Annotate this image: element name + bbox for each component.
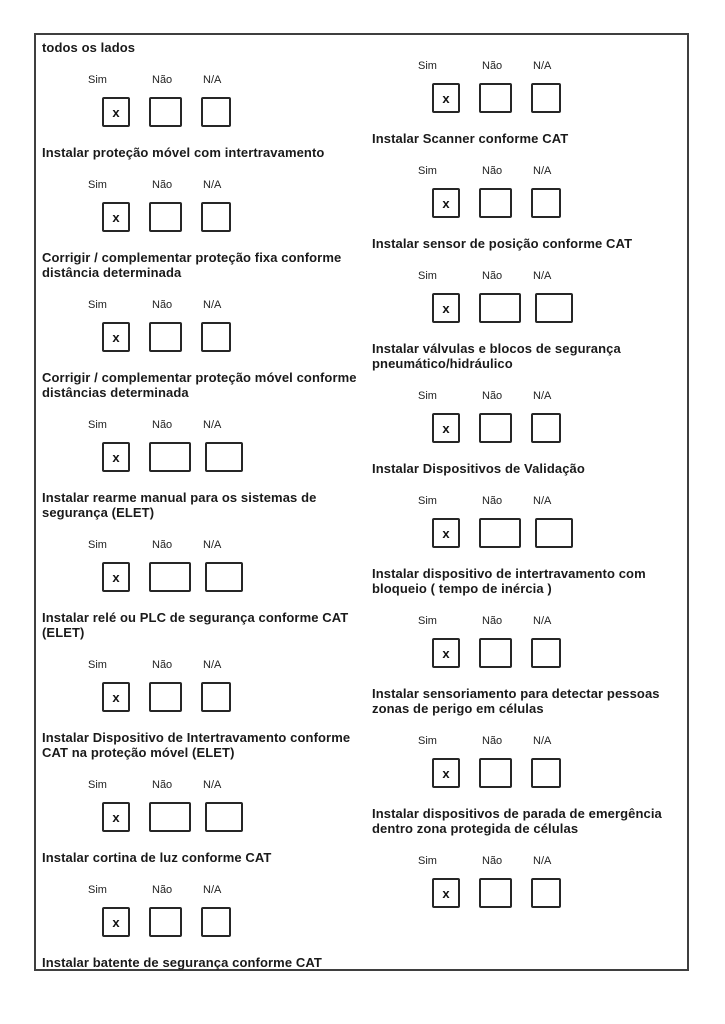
option-boxes (432, 413, 684, 443)
option-labels (372, 164, 684, 178)
option-label-na: N/A (203, 179, 222, 191)
check-mark: x (112, 569, 120, 585)
option-label-nao: Não (482, 390, 503, 402)
option-label-sim: Sim (418, 390, 437, 402)
option-label-nao: Não (482, 855, 503, 867)
option-label-nao: Não (482, 735, 503, 747)
checkbox-sim[interactable] (102, 97, 130, 127)
option-boxes (102, 97, 370, 127)
option-group (42, 883, 370, 937)
checkbox-na[interactable] (201, 97, 231, 127)
checkbox-sim[interactable] (102, 202, 130, 232)
option-label-na: N/A (533, 495, 552, 507)
option-label-na: N/A (533, 735, 552, 747)
option-group (372, 164, 684, 218)
check-mark: x (112, 689, 120, 705)
checklist-item-label: Instalar dispositivos de parada de emergência dentro zona protegida de células (372, 806, 662, 836)
option-label-nao: Não (152, 659, 173, 671)
checkbox-nao[interactable] (149, 802, 191, 832)
checkbox-nao[interactable] (149, 97, 182, 127)
checkbox-na[interactable] (201, 202, 231, 232)
checkbox-sim[interactable] (432, 518, 460, 548)
checklist-item-label: Instalar válvulas e blocos de segurança pneumático/hidráulico (372, 341, 621, 371)
checklist-item-label: todos os lados (42, 40, 136, 55)
option-labels (42, 883, 370, 897)
option-label-nao: Não (152, 884, 173, 896)
checklist-item-label: Instalar cortina de luz conforme CAT (42, 850, 272, 865)
checkbox-na[interactable] (535, 518, 573, 548)
checkbox-na[interactable] (531, 758, 561, 788)
checkbox-nao[interactable] (479, 518, 521, 548)
option-labels (372, 854, 684, 868)
check-mark: x (112, 329, 120, 345)
checkbox-na[interactable] (531, 638, 561, 668)
checkbox-nao[interactable] (479, 413, 512, 443)
checkbox-sim[interactable] (102, 907, 130, 937)
option-label-sim: Sim (88, 539, 107, 551)
check-mark: x (112, 104, 120, 120)
option-label-na: N/A (203, 884, 222, 896)
option-group (42, 298, 370, 352)
checkbox-sim[interactable] (432, 83, 460, 113)
checkbox-na[interactable] (201, 322, 231, 352)
checkbox-sim[interactable] (102, 442, 130, 472)
option-labels (42, 778, 370, 792)
checkbox-nao[interactable] (149, 202, 182, 232)
option-labels (372, 389, 684, 403)
option-label-na: N/A (533, 390, 552, 402)
checkbox-na[interactable] (201, 907, 231, 937)
option-label-na: N/A (203, 299, 222, 311)
checkbox-nao[interactable] (479, 188, 512, 218)
checkbox-sim[interactable] (432, 413, 460, 443)
option-label-sim: Sim (418, 60, 437, 72)
checkbox-nao[interactable] (149, 442, 191, 472)
checkbox-nao[interactable] (149, 907, 182, 937)
option-label-nao: Não (152, 539, 173, 551)
checkbox-na[interactable] (531, 413, 561, 443)
checkbox-na[interactable] (535, 293, 573, 323)
check-mark: x (112, 914, 120, 930)
option-label-sim: Sim (418, 270, 437, 282)
option-boxes (432, 878, 684, 908)
check-mark: x (442, 885, 450, 901)
checklist-item-label: Instalar batente de segurança conforme CAT (42, 955, 322, 970)
checkbox-sim[interactable] (102, 562, 130, 592)
option-label-na: N/A (203, 74, 222, 86)
right-column (372, 59, 684, 926)
checklist-item-label: Instalar Scanner conforme CAT (372, 131, 569, 146)
option-label-na: N/A (533, 855, 552, 867)
checkbox-na[interactable] (205, 442, 243, 472)
option-labels (372, 59, 684, 73)
option-group (42, 178, 370, 232)
option-group (372, 614, 684, 668)
checklist-item-label: Instalar relé ou PLC de segurança conforme CAT (ELET) (42, 610, 349, 640)
checkbox-na[interactable] (201, 682, 231, 712)
option-label-nao: Não (482, 615, 503, 627)
option-label-nao: Não (482, 270, 503, 282)
option-group (42, 418, 370, 472)
check-mark: x (112, 209, 120, 225)
checkbox-sim[interactable] (432, 758, 460, 788)
option-label-na: N/A (203, 779, 222, 791)
check-mark: x (442, 525, 450, 541)
option-boxes (432, 518, 684, 548)
checkbox-nao[interactable] (479, 83, 512, 113)
option-label-nao: Não (152, 179, 173, 191)
option-boxes (432, 83, 684, 113)
checklist-item-label: Corrigir / complementar proteção móvel conforme distâncias determinada (42, 370, 357, 400)
check-mark: x (442, 420, 450, 436)
option-label-nao: Não (482, 165, 503, 177)
option-labels (372, 734, 684, 748)
option-group (42, 73, 370, 127)
check-mark: x (112, 809, 120, 825)
option-boxes (432, 188, 684, 218)
checklist-item-label: Instalar Dispositivos de Validação (372, 461, 585, 476)
checkbox-sim[interactable] (102, 682, 130, 712)
option-label-na: N/A (533, 165, 552, 177)
option-labels (372, 614, 684, 628)
option-label-sim: Sim (88, 659, 107, 671)
option-label-nao: Não (152, 74, 173, 86)
option-label-nao: Não (482, 495, 503, 507)
checkbox-sim[interactable] (432, 188, 460, 218)
option-boxes (102, 322, 370, 352)
option-label-na: N/A (203, 539, 222, 551)
check-mark: x (442, 195, 450, 211)
checklist-item-label: Instalar proteção móvel com intertravamento (42, 145, 325, 160)
check-mark: x (442, 645, 450, 661)
option-group (372, 269, 684, 323)
option-label-sim: Sim (88, 299, 107, 311)
checkbox-nao[interactable] (479, 638, 512, 668)
option-label-na: N/A (533, 270, 552, 282)
option-label-sim: Sim (88, 179, 107, 191)
option-label-na: N/A (533, 615, 552, 627)
option-label-sim: Sim (88, 419, 107, 431)
option-group (42, 538, 370, 592)
checklist-item-label: Instalar sensor de posição conforme CAT (372, 236, 633, 251)
checklist-item-label: Instalar dispositivo de intertravamento com bloqueio ( tempo de inércia ) (372, 566, 646, 596)
option-label-nao: Não (152, 419, 173, 431)
option-group (42, 658, 370, 712)
option-label-sim: Sim (88, 74, 107, 86)
checkbox-sim[interactable] (432, 293, 460, 323)
checkbox-sim[interactable] (102, 322, 130, 352)
option-labels (42, 538, 370, 552)
option-labels (42, 418, 370, 432)
checkbox-nao[interactable] (479, 293, 521, 323)
option-label-na: N/A (203, 659, 222, 671)
option-boxes (102, 442, 370, 472)
checkbox-sim[interactable] (432, 638, 460, 668)
checkbox-nao[interactable] (149, 322, 182, 352)
option-label-nao: Não (152, 779, 173, 791)
check-mark: x (442, 765, 450, 781)
option-boxes (102, 682, 370, 712)
checklist-item-label: Corrigir / complementar proteção fixa conforme distância determinada (42, 250, 342, 280)
option-label-sim: Sim (418, 495, 437, 507)
option-boxes (432, 638, 684, 668)
option-labels (42, 658, 370, 672)
option-label-sim: Sim (88, 884, 107, 896)
option-label-sim: Sim (418, 615, 437, 627)
option-group (42, 778, 370, 832)
checkbox-nao[interactable] (149, 682, 182, 712)
checklist-item-label: Instalar Dispositivo de Intertravamento conforme CAT na proteção móvel (ELET) (42, 730, 351, 760)
option-label-sim: Sim (88, 779, 107, 791)
option-boxes (102, 907, 370, 937)
option-group (372, 494, 684, 548)
checkbox-na[interactable] (531, 83, 561, 113)
option-group (372, 854, 684, 908)
check-mark: x (442, 90, 450, 106)
option-boxes (432, 758, 684, 788)
check-mark: x (442, 300, 450, 316)
option-group (372, 389, 684, 443)
checkbox-na[interactable] (531, 878, 561, 908)
option-label-na: N/A (533, 60, 552, 72)
option-boxes (102, 202, 370, 232)
checkbox-sim[interactable] (102, 802, 130, 832)
option-labels (42, 298, 370, 312)
option-labels (372, 269, 684, 283)
option-boxes (102, 562, 370, 592)
check-mark: x (112, 449, 120, 465)
option-label-nao: Não (152, 299, 173, 311)
option-label-sim: Sim (418, 855, 437, 867)
checkbox-nao[interactable] (149, 562, 191, 592)
checkbox-sim[interactable] (432, 878, 460, 908)
option-boxes (432, 293, 684, 323)
checkbox-na[interactable] (531, 188, 561, 218)
option-group (372, 734, 684, 788)
option-labels (372, 494, 684, 508)
checkbox-nao[interactable] (479, 758, 512, 788)
checkbox-nao[interactable] (479, 878, 512, 908)
option-labels (42, 178, 370, 192)
checkbox-na[interactable] (205, 802, 243, 832)
checkbox-na[interactable] (205, 562, 243, 592)
option-label-sim: Sim (418, 165, 437, 177)
option-label-nao: Não (482, 60, 503, 72)
option-label-sim: Sim (418, 735, 437, 747)
checklist-item-label: Instalar sensoriamento para detectar pessoas zonas de perigo em células (372, 686, 660, 716)
option-boxes (102, 802, 370, 832)
option-labels (42, 73, 370, 87)
option-label-na: N/A (203, 419, 222, 431)
left-column (42, 40, 370, 988)
checklist-item-label: Instalar rearme manual para os sistemas de segurança (ELET) (42, 490, 317, 520)
option-group (372, 59, 684, 113)
